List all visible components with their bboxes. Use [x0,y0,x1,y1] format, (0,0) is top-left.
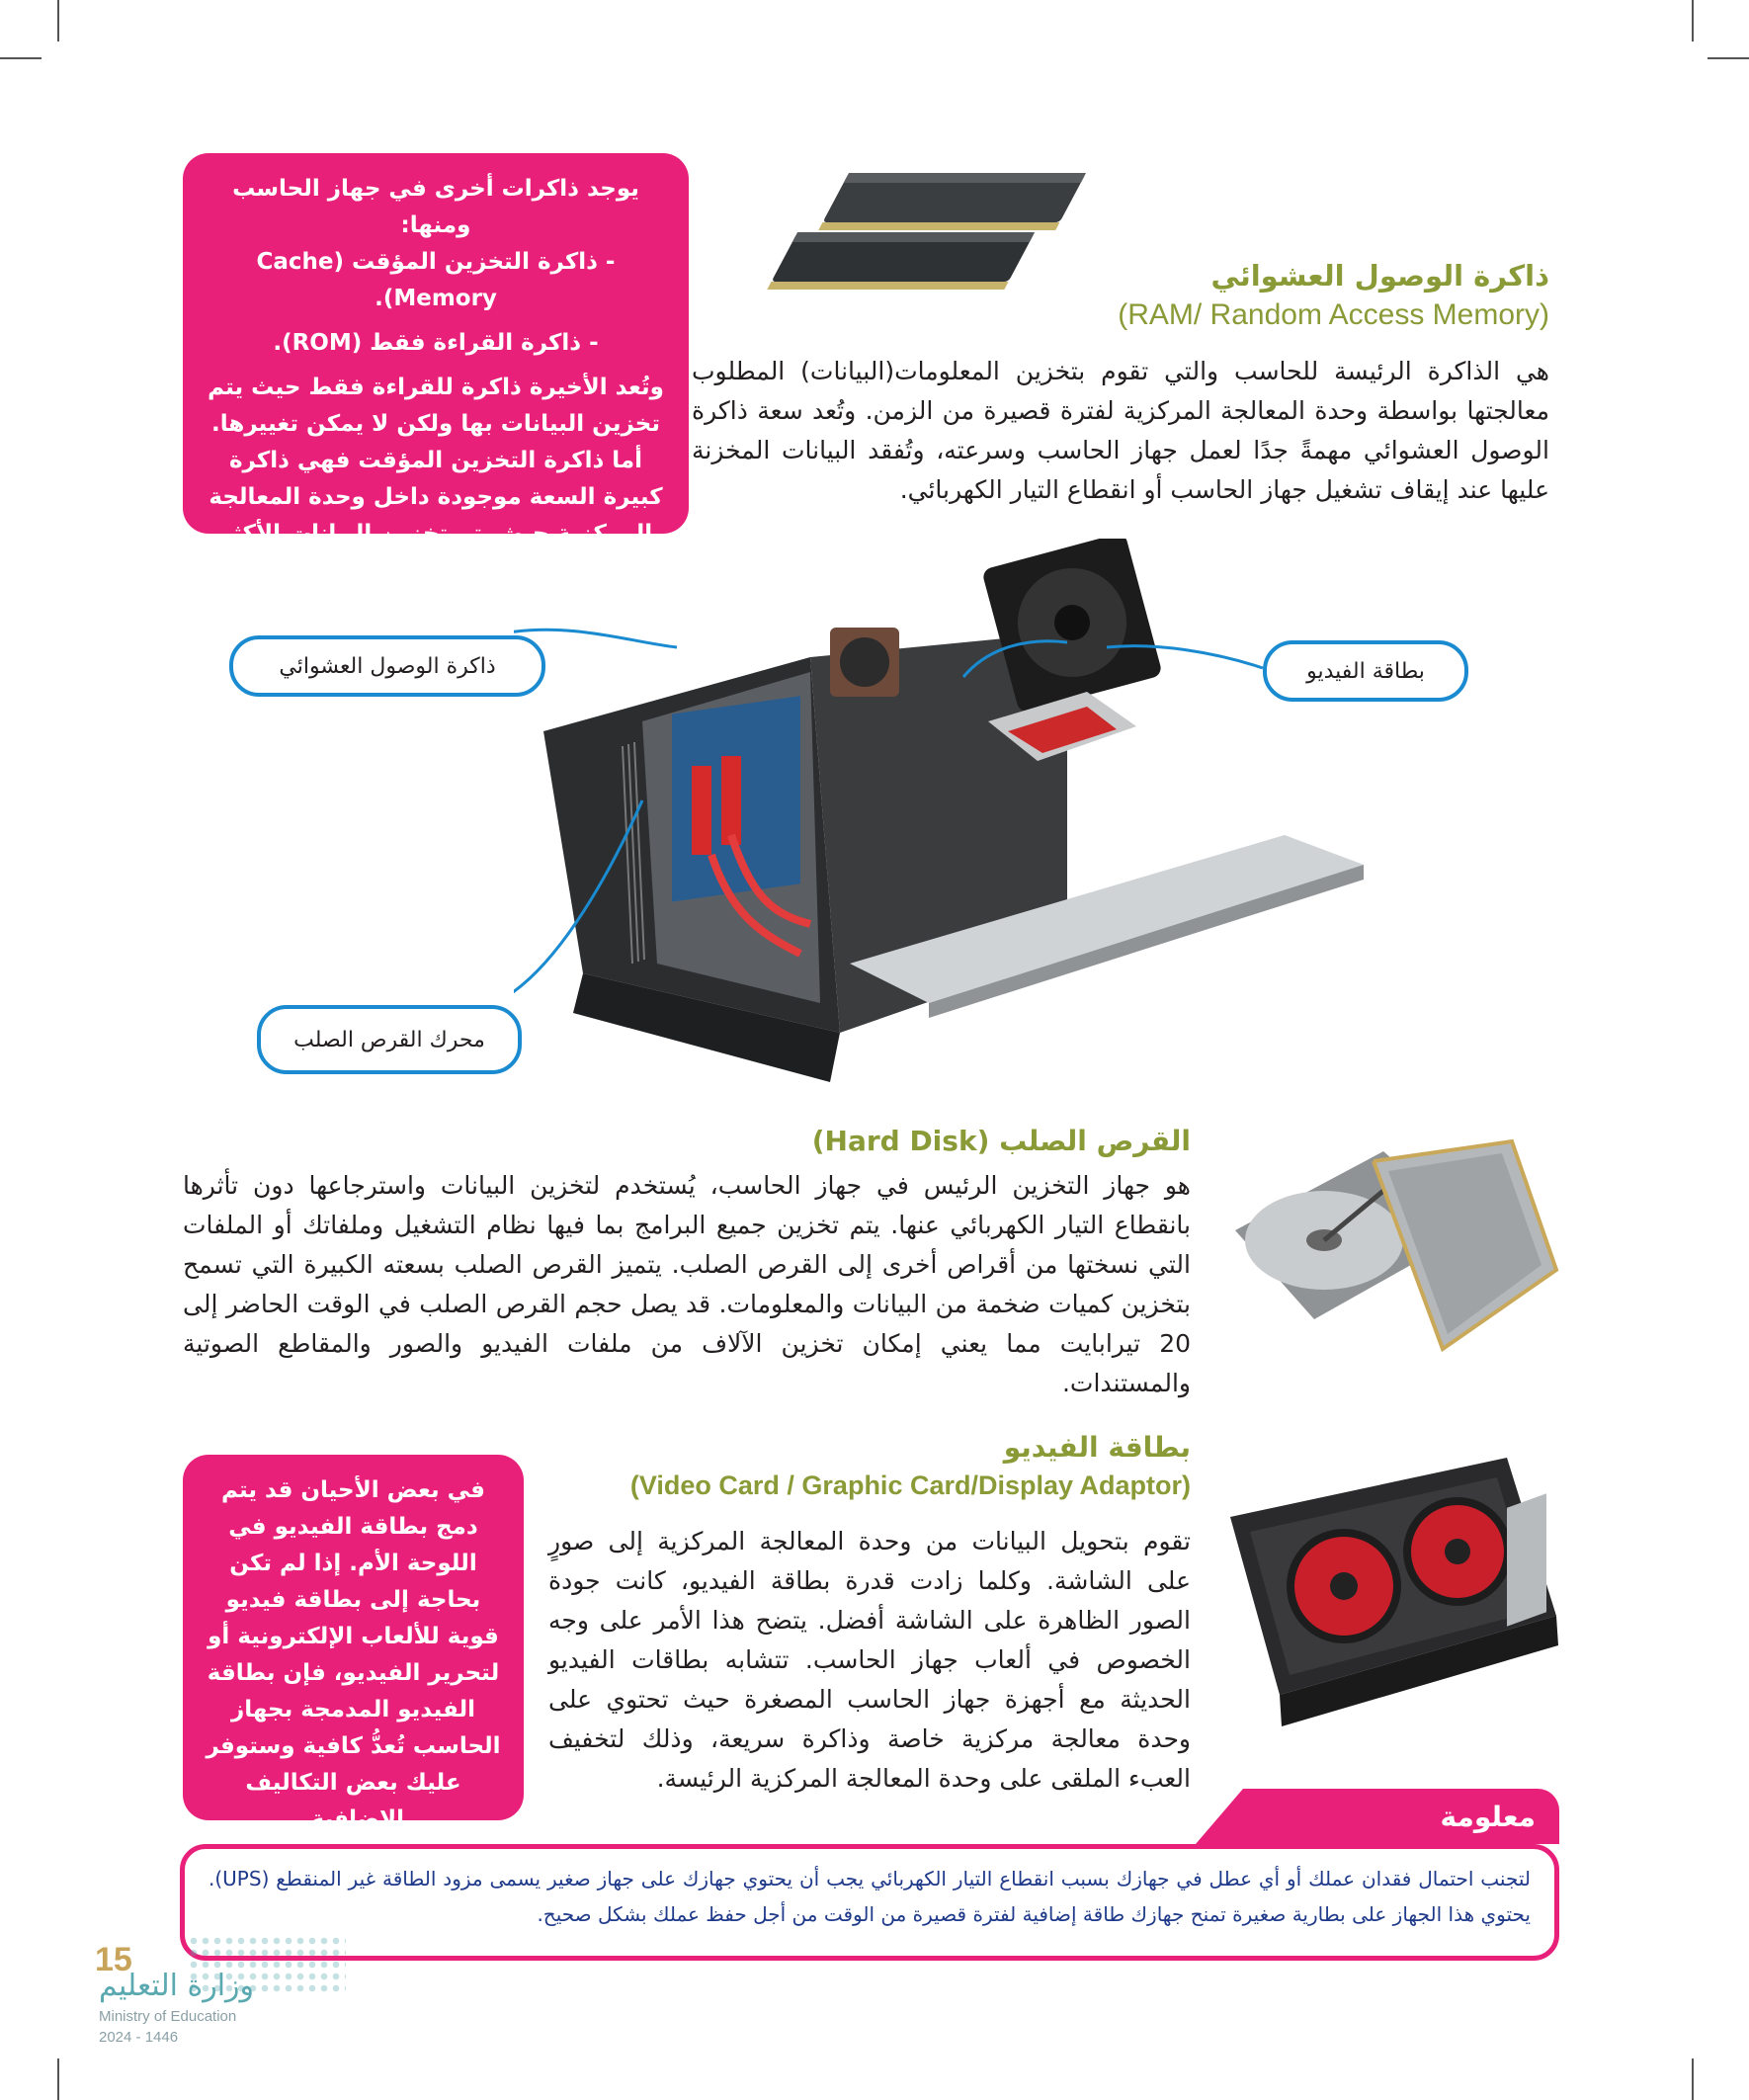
crop-mark [57,0,59,42]
ministry-name-ar: وزارة التعليم [99,1969,255,2003]
info-body: لتجنب احتمال فقدان عملك أو أي عطل في جهازك بسبب انقطاع التيار الكهربائي يجب أن يحتوي جهازك على جهاز صغير يسمى مزود الطاقة غير المنقطع (UPS). يحتوي هذا الجهاز على بطارية صغيرة تمنح جهازك طاقة إضافية لفترة قصيرة من الوقت من أجل حفظ عملك بشكل صحيح. [208,1867,1531,1926]
video-card-title: بطاقة الفيديو [1003,1431,1191,1464]
note-line: يوجد ذاكرات أخرى في جهاز الحاسب ومنها: [232,176,639,238]
diagram-label-hard-disk: محرك القرص الصلب [257,1005,522,1074]
note-box-integrated-video [183,1455,524,1832]
computer-case-exploded-image [514,539,1383,1112]
note-line: - ذاكرة التخزين المؤقت (Cache Memory). [256,249,616,311]
info-box [180,1844,1559,1961]
info-tab [1243,1789,1559,1844]
ram-title-en: (RAM/ Random Access Memory) [1118,298,1549,331]
page-number: 15 [95,1941,132,1978]
ministry-name-en: Ministry of Education [99,2008,237,2025]
ram-body: هي الذاكرة الرئيسة للحاسب والتي تقوم بتخزين المعلومات(البيانات) المطلوب معالجتها بواسطة وحدة المعالجة المركزية لفترة قصيرة من الزمن. وتُعد سعة ذاكرة الوصول العشوائي مهمةً جدًا لعمل جهاز الحاسب وسرعته، وتُفقد البيانات المخزنة عليها عند إيقاف تشغيل جهاز الحاسب أو انقطاع التيار الكهربائي. [692,357,1549,504]
crop-mark [1692,2058,1694,2100]
diagram-label-ram: ذاكرة الوصول العشوائي [229,635,545,697]
note-line: - ذاكرة القراءة فقط (ROM). [273,330,599,356]
ram-title: ذاكرة الوصول العشوائي [1210,259,1549,293]
crop-mark [1692,0,1694,42]
ministry-year: 2024 - 1446 [99,2029,179,2046]
crop-mark [0,57,42,59]
hard-disk-title: القرص الصلب (Hard Disk) [811,1125,1191,1157]
hard-disk-body: هو جهاز التخزين الرئيس في جهاز الحاسب، يُستخدم لتخزين البيانات واسترجاعها دون تأثرها بانقطاع التيار الكهربائي عنها. يتم تخزين جميع البرامج بما فيها نظام التشغيل وملفاتك أو الملفات التي نسختها من أقراص أخرى إلى القرص الصلب. يتميز القرص الصلب بسعته الكبيرة التي تسمح بتخزين كميات ضخمة من البيانات والمعلومات. قد يصل حجم القرص الصلب في الوقت الحاضر إلى 20 تيرابايت مما يعني إمكان تخزين الآلاف من ملفات الفيديو والصور والمقاطع الصوتية والمستندات. [183,1171,1191,1397]
video-card-body: تقوم بتحويل البيانات من وحدة المعالجة المركزية إلى صورٍ على الشاشة. وكلما زادت قدرة بطاقة الفيديو، كانت جودة الصور الظاهرة على الشاشة أفضل. يتضح هذا الأمر على وجه الخصوص في ألعاب جهاز الحاسب. تتشابه بطاقات الفيديو الحديثة مع أجهزة جهاز الحاسب المصغرة حيث تحتوي على وحدة معالجة مركزية خاصة وذاكرة سريعة، وذلك لتخفيف العبء الملقى على وحدة المعالجة المركزية الرئيسة. [548,1527,1191,1793]
crop-mark [1707,57,1749,59]
crop-mark [57,2058,59,2100]
video-card-title-en: (Video Card / Graphic Card/Display Adaptor) [629,1470,1191,1500]
note-box-other-memories [183,153,689,583]
note-paragraph: وتُعد الأخيرة ذاكرة للقراءة فقط حيث يتم تخزين البيانات بها ولكن لا يمكن تغييرها. أما ذاكرة التخزين المؤقت فهي ذاكرة كبيرة السعة موجودة داخل وحدة المعالجة المركزية حيث يتم تخزين البيانات الأكثر استخدامًا بها. [208,375,664,583]
hard-disk-image [1215,1122,1571,1379]
ram-module-image [726,143,1122,321]
note-paragraph: في بعض الأحيان قد يتم دمج بطاقة الفيديو في اللوحة الأم. إذا لم تكن بحاجة إلى بطاقة فيديو قوية للألعاب الإلكترونية أو لتحرير الفيديو، فإن بطاقة الفيديو المدمجة بجهاز الحاسب تُعدُّ كافية وستوفر عليك بعض التكاليف الإضافية. [206,1477,501,1832]
video-card-image [1210,1438,1576,1774]
info-title: معلومة [1440,1800,1536,1833]
diagram-label-video-card: بطاقة الفيديو [1263,640,1468,702]
